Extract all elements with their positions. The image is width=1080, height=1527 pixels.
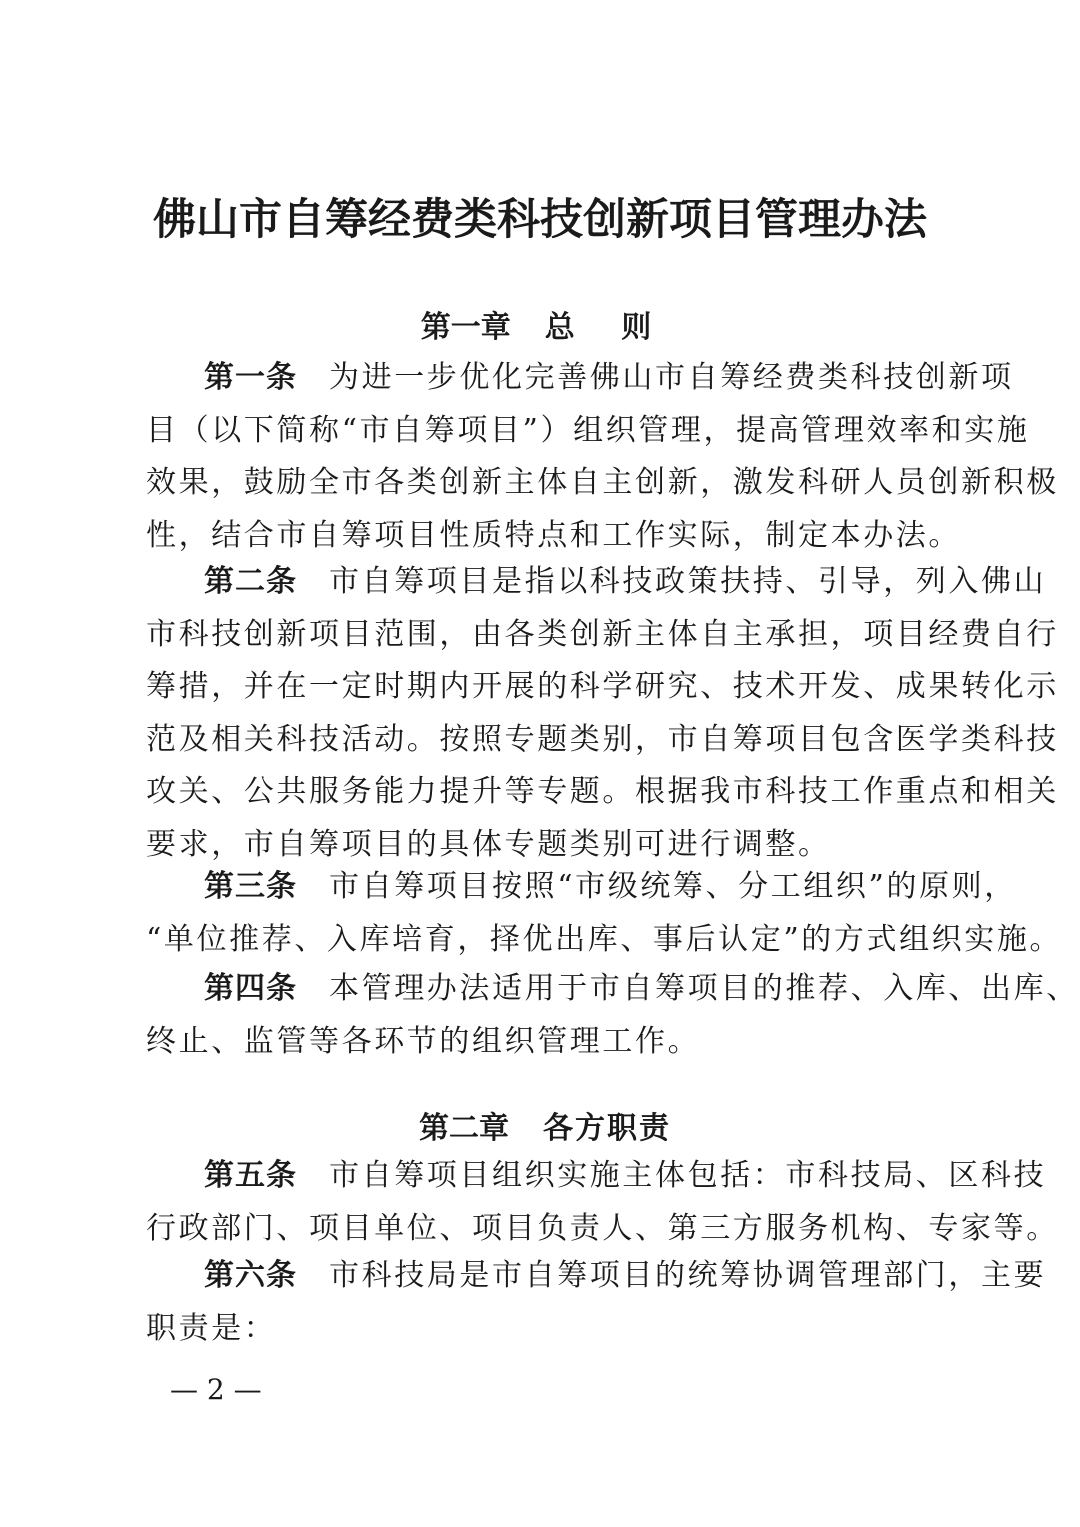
article-text: 性，结合市自筹项目性质特点和工作实际，制定本办法。 [146, 517, 961, 553]
article-text: 行政部门、项目单位、项目负责人、第三方服务机构、专家等。 [146, 1210, 1059, 1246]
article-text: 目（以下简称“市自筹项目”）组织管理，提高管理效率和实施 [146, 412, 1030, 448]
article-text: 市自筹项目按照“市级统筹、分工组织”的原则， [329, 869, 1017, 904]
chapter-name: 总 则 [544, 310, 670, 345]
article-text: 要求，市自筹项目的具体专题类别可进行调整。 [146, 826, 831, 862]
chapter-number: 第一章 [420, 310, 511, 345]
article-first-line [146, 1150, 1047, 1203]
article-text: 市自筹项目组织实施主体包括：市科技局、区科技 [329, 1158, 1047, 1193]
chapter-number: 第二章 [419, 1111, 509, 1146]
article-text: 职责是： [146, 1310, 277, 1346]
article-text: 终止、监管等各环节的组织管理工作。 [146, 1023, 701, 1059]
article-number: 第三条 [204, 869, 297, 904]
page-number: — 2 — [170, 1373, 262, 1406]
chapter-name: 各方职责 [543, 1111, 671, 1146]
article-text: 筹措，并在一定时期内开展的科学研究、技术开发、成果转化示 [146, 669, 1059, 704]
article-2 [146, 556, 1059, 871]
article-first-line [146, 963, 1079, 1016]
article-number: 第二条 [204, 564, 297, 599]
article-number: 第四条 [204, 971, 297, 1006]
article-text: 效果，鼓励全市各类创新主体自主创新，激发科研人员创新积极 [146, 465, 1059, 500]
article-6 [146, 1250, 1047, 1355]
article-text: 为进一步优化完善佛山市自筹经费类科技创新项 [329, 360, 1014, 395]
article-text: 攻关、公共服务能力提升等专题。根据我市科技工作重点和相关 [146, 774, 1059, 809]
article-number: 第六条 [204, 1258, 297, 1293]
article-first-line [146, 861, 1017, 914]
article-text: “单位推荐、入库培育，择优出库、事后认定”的方式组织实施。 [146, 921, 1063, 957]
chapter-heading-2 [0, 1109, 1080, 1149]
article-first-line [146, 1250, 1047, 1303]
article-3 [146, 861, 1063, 966]
article-text: 市科技创新项目范围，由各类创新主体自主承担，项目经费自行 [146, 616, 1059, 652]
article-5 [146, 1150, 1059, 1255]
chapter-heading-1 [0, 308, 1080, 348]
article-text: 市科技局是市自筹项目的统筹协调管理部门，主要 [329, 1258, 1047, 1293]
article-first-line [146, 556, 1047, 609]
article-text: 市自筹项目是指以科技政策扶持、引导，列入佛山 [329, 564, 1047, 599]
article-text: 本管理办法适用于市自筹项目的推荐、入库、出库、 [329, 971, 1079, 1006]
article-first-line [146, 352, 1014, 405]
article-text: 范及相关科技活动。按照专题类别，市自筹项目包含医学类科技 [146, 721, 1059, 757]
article-1 [146, 352, 1059, 562]
article-4 [146, 963, 1079, 1068]
document-title: 佛山市自筹经费类科技创新项目管理办法 [153, 195, 927, 245]
article-number: 第一条 [204, 360, 297, 395]
article-number: 第五条 [204, 1158, 297, 1193]
